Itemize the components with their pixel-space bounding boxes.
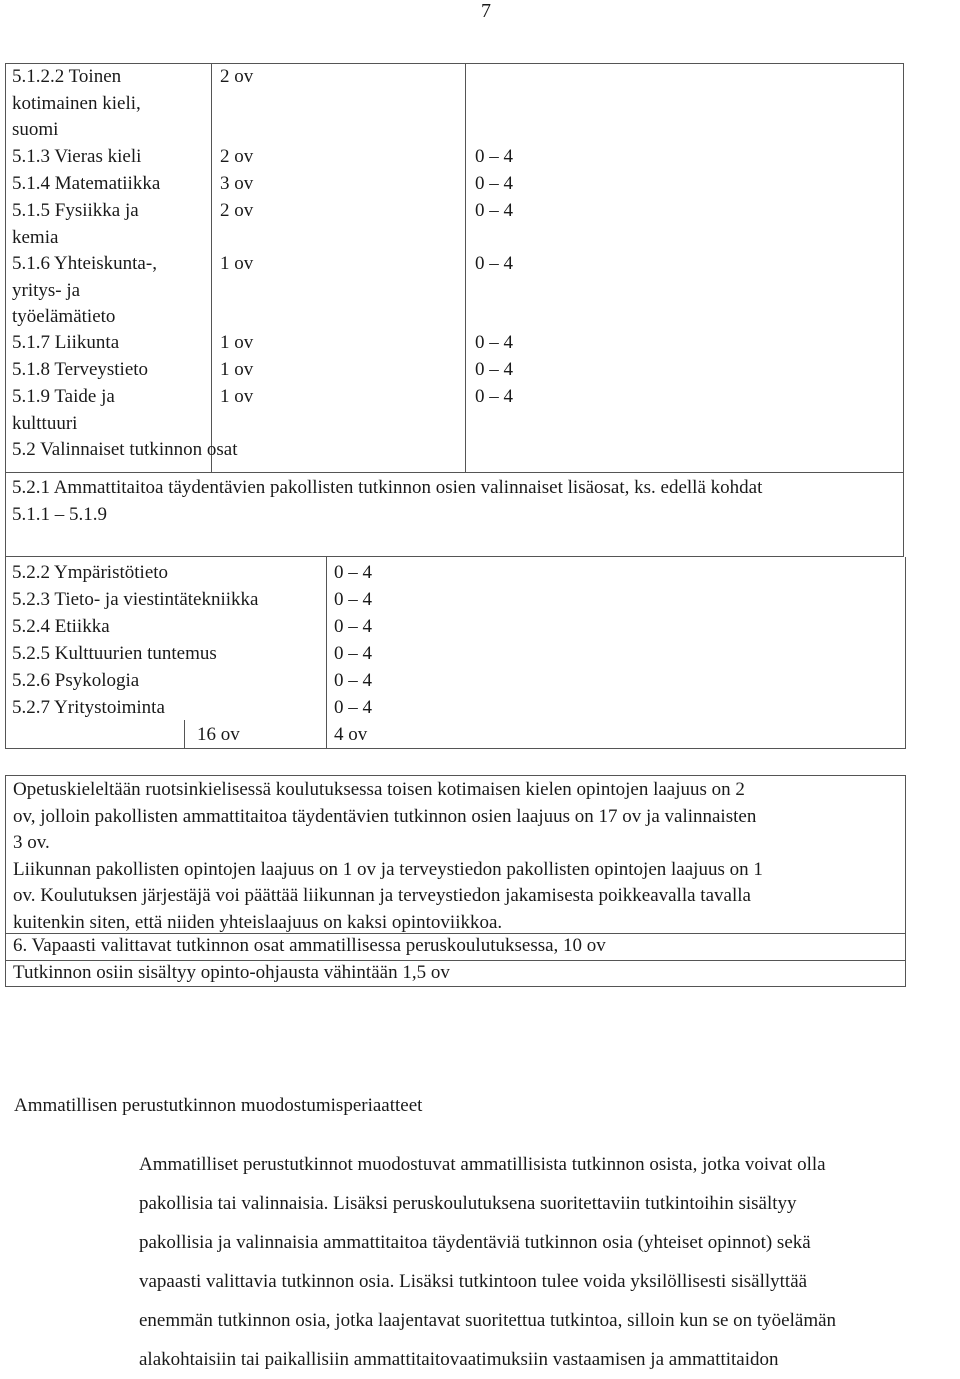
section-heading: Ammatillisen perustutkinnon muodostumisperiaatteet bbox=[14, 1095, 423, 1116]
elective-name: 5.2.4 Etiikka bbox=[12, 616, 110, 637]
table-row-name: 5.1.7 Liikunta bbox=[12, 332, 120, 353]
table-row-ov: 1 ov bbox=[220, 359, 254, 380]
paragraph-line: pakollisia ja valinnaisia ammattitaitoa täydentäviä tutkinnon osia (yhteiset opinnot) sekä bbox=[139, 1232, 811, 1253]
column-divider bbox=[211, 64, 212, 472]
paragraph-line: vapaasti valittavia tutkinnon osia. Lisäksi tutkintoon tulee voida yksilöllisesti sisällyttää bbox=[139, 1271, 808, 1292]
elective-name: 5.2.3 Tieto- ja viestintätekniikka bbox=[12, 589, 259, 610]
table-row-name: 5.1.2.2 Toinen kotimainen kieli, suomi bbox=[12, 66, 141, 140]
table-row-ov: 1 ov bbox=[220, 332, 254, 353]
table-row-range: 0 – 4 bbox=[475, 253, 513, 274]
elective-range: 0 – 4 bbox=[334, 589, 372, 610]
subjects-table bbox=[5, 63, 904, 557]
table-row-name: 5.1.3 Vieras kieli bbox=[12, 146, 142, 167]
table-row-name: 5.1.4 Matematiikka bbox=[12, 173, 161, 194]
table-row-range: 0 – 4 bbox=[475, 359, 513, 380]
elective-name: 5.2.2 Ympäristötieto bbox=[12, 562, 169, 583]
valinnaiset-heading: 5.2 Valinnaiset tutkinnon osat bbox=[12, 439, 238, 460]
paragraph-line: pakollisia tai valinnaisia. Lisäksi peruskoulutuksena suoritettaviin tutkintoihin sisältyy bbox=[139, 1193, 797, 1214]
table-row-range: 0 – 4 bbox=[475, 386, 513, 407]
electives-table bbox=[5, 557, 906, 749]
valinnaiset-note: 5.2.1 Ammattitaitoa täydentävien pakollisten tutkinnon osien valinnaiset lisäosat, ks. edellä kohdat 5.1.1 – 5.1.9 bbox=[12, 477, 763, 525]
body-paragraph bbox=[139, 1145, 959, 1379]
elective-range: 0 – 4 bbox=[334, 697, 372, 718]
elective-name: 5.2.7 Yritystoiminta bbox=[12, 697, 165, 718]
table-row-range: 0 – 4 bbox=[475, 332, 513, 353]
table-row-ov: 1 ov bbox=[220, 253, 254, 274]
table-row-range: 0 – 4 bbox=[475, 146, 513, 167]
table-row-ov: 1 ov bbox=[220, 386, 254, 407]
elective-name: 5.2.6 Psykologia bbox=[12, 670, 140, 691]
paragraph-line: alakohtaisiin tai paikallisiin ammattitaitovaatimuksiin vastaamisen ja ammattitaidon bbox=[139, 1349, 779, 1370]
elective-range: 0 – 4 bbox=[334, 643, 372, 664]
notes-row-7: Tutkinnon osiin sisältyy opinto-ohjausta vähintään 1,5 ov bbox=[13, 962, 450, 983]
elective-range: 0 – 4 bbox=[334, 670, 372, 691]
column-divider bbox=[184, 720, 185, 749]
table-row-name: 5.1.6 Yhteiskunta-, yritys- ja työelämätieto bbox=[12, 253, 157, 327]
table-row-name: 5.1.5 Fysiikka ja kemia bbox=[12, 200, 139, 248]
table-row-name: 5.1.9 Taide ja kulttuuri bbox=[12, 386, 115, 434]
column-divider bbox=[326, 557, 327, 749]
table-row-range: 0 – 4 bbox=[475, 200, 513, 221]
table-row-ov: 2 ov bbox=[220, 200, 254, 221]
column-divider bbox=[465, 64, 466, 472]
notes-box bbox=[5, 775, 906, 987]
row-divider bbox=[6, 472, 903, 473]
total-ov: 16 ov bbox=[197, 724, 240, 745]
total-range: 4 ov bbox=[334, 724, 368, 745]
notes-text: Opetuskieleltään ruotsinkielisessä koulutuksessa toisen kotimaisen kielen opintojen laajuus on 2 ov, jolloin pakollisten ammattitaitoa täydentävien tutkinnon osien laajuus on 17 ov ja valinnaisten 3 ov. Liikunnan pakollisten opintojen laajuus on 1 ov ja terveystiedon pakollisten opintojen laajuus on 1 ov. Koulutuksen järjestäjä voi päättää liikunnan ja terveystiedon jakamisesta poikkeavalla tavalla kuitenkin siten, että niiden yhteislaajuus on kaksi opintoviikkoa. bbox=[13, 779, 763, 933]
elective-range: 0 – 4 bbox=[334, 616, 372, 637]
paragraph-line: Ammatilliset perustutkinnot muodostuvat ammatillisista tutkinnon osista, jotka voivat olla bbox=[139, 1154, 826, 1175]
table-row-range: 0 – 4 bbox=[475, 173, 513, 194]
notes-row-6: 6. Vapaasti valittavat tutkinnon osat ammatillisessa peruskoulutuksessa, 10 ov bbox=[13, 935, 606, 956]
elective-name: 5.2.5 Kulttuurien tuntemus bbox=[12, 643, 217, 664]
elective-range: 0 – 4 bbox=[334, 562, 372, 583]
page-number: 7 bbox=[481, 0, 491, 22]
table-row-ov: 2 ov bbox=[220, 146, 254, 167]
table-row-ov: 2 ov bbox=[220, 66, 254, 87]
table-row-ov: 3 ov bbox=[220, 173, 254, 194]
table-row-name: 5.1.8 Terveystieto bbox=[12, 359, 149, 380]
paragraph-line: enemmän tutkinnon osia, jotka laajentavat suoritettua tutkintoa, silloin kun se on työelämän bbox=[139, 1310, 837, 1331]
